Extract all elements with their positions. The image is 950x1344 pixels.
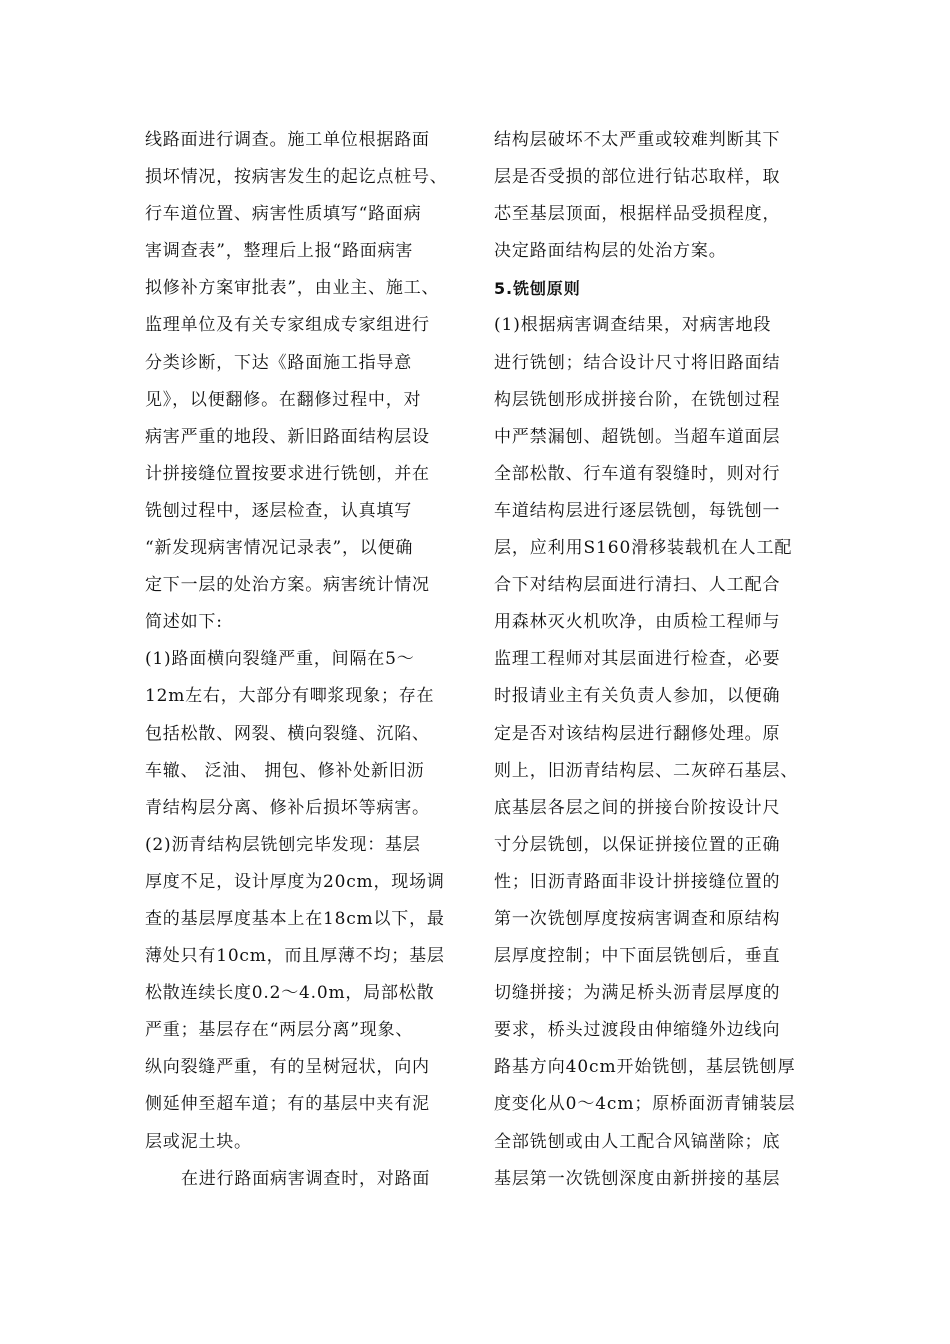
text-line: 寸分层铣刨，以保证拼接位置的正确: [494, 834, 781, 855]
text-line: 层厚度控制；中下面层铣刨后，垂直: [494, 946, 781, 967]
text-line: 层是否受损的部位进行钻芯取样，取: [494, 167, 781, 188]
text-line: 层，应利用S160滑移装载机在人工配: [494, 538, 793, 559]
text-line: 车辙、 泛油、 拥包、修补处新旧沥: [145, 760, 425, 781]
text-line: 监理单位及有关专家组成专家组进行: [145, 315, 430, 336]
text-line: 简述如下:: [145, 612, 223, 633]
text-line: 定是否对该结构层进行翻修处理。原: [494, 723, 781, 744]
text-line: 松散连续长度0.2～4.0m，局部松散: [145, 983, 435, 1004]
text-line: 切缝拼接；为满足桥头沥青层厚度的: [494, 983, 781, 1004]
text-line: 查的基层厚度基本上在18cm以下，最: [145, 908, 445, 929]
text-line: 芯至基层顶面，根据样品受损程度，: [494, 204, 781, 225]
text-line: 薄处只有10cm，而且厚薄不均；基层: [145, 946, 445, 967]
text-line: 度变化从0～4cm；原桥面沥青铺装层: [494, 1094, 796, 1115]
left-text-column: [145, 122, 470, 1198]
text-line: 监理工程师对其层面进行检查，必要: [494, 649, 781, 670]
text-line: 分类诊断，下达《路面施工指导意: [145, 352, 412, 373]
text-line: 拟修补方案审批表”，由业主、施工、: [145, 278, 440, 299]
text-line: 定下一层的处治方案。病害统计情况: [145, 575, 430, 596]
text-line: 包括松散、网裂、横向裂缝、沉陷、: [145, 723, 430, 744]
text-line: 结构层破坏不太严重或较难判断其下: [494, 130, 781, 150]
text-line: 厚度不足，设计厚度为20cm，现场调: [145, 871, 445, 892]
paragraph-start-line: 在进行路面病害调查时，对路面: [181, 1168, 431, 1189]
text-line: “新发现病害情况记录表”，以便确: [145, 538, 414, 559]
text-line: 病害严重的地段、新旧路面结构层设: [145, 426, 430, 447]
text-line: 合下对结构层面进行清扫、人工配合: [494, 575, 781, 596]
text-line: 路基方向40cm开始铣刨，基层铣刨厚: [494, 1057, 796, 1078]
text-line: 计拼接缝位置按要求进行铣刨，并在: [145, 463, 430, 484]
text-line: 铣刨过程中，逐层检查，认真填写: [145, 500, 412, 521]
text-line: 进行铣刨；结合设计尺寸将旧路面结: [494, 352, 781, 373]
text-line: 用森林灭火机吹净，由质检工程师与: [494, 612, 781, 633]
text-line: 决定路面结构层的处治方案。: [494, 241, 727, 262]
text-line: 时报请业主有关负责人参加，以便确: [494, 686, 781, 707]
list-item-1-line: (1)路面横向裂缝严重，间隔在5～: [145, 649, 415, 670]
text-line: 层或泥土块。: [145, 1131, 252, 1152]
text-line: 性；旧沥青路面非设计拼接缝位置的: [494, 871, 781, 892]
text-line: 损坏情况，按病害发生的起讫点桩号、: [145, 167, 448, 188]
text-line: 第一次铣刨厚度按病害调查和原结构: [494, 908, 781, 929]
text-line: 要求，桥头过渡段由伸缩缝外边线向: [494, 1020, 781, 1041]
text-line: 基层第一次铣刨深度由新拼接的基层: [494, 1168, 781, 1189]
text-line: 害调查表”，整理后上报“路面病害: [145, 241, 414, 262]
right-text-column: [494, 122, 824, 1198]
text-line: 全部松散、行车道有裂缝时，则对行: [494, 463, 781, 484]
text-line: 构层铣刨形成拼接台阶，在铣刨过程: [494, 389, 781, 410]
list-item-1-line: (1)根据病害调查结果，对病害地段: [494, 315, 772, 336]
text-line: 青结构层分离、修补后损坏等病害。: [145, 797, 430, 818]
text-line: 底基层各层之间的拼接台阶按设计尺: [494, 797, 781, 818]
text-line: 中严禁漏刨、超铣刨。当超车道面层: [494, 426, 781, 447]
text-line: 车道结构层进行逐层铣刨，每铣刨一: [494, 500, 781, 521]
section-heading: 5.铣刨原则: [494, 279, 581, 299]
list-item-2-line: (2)沥青结构层铣刨完毕发现：基层: [145, 834, 421, 855]
text-line: 全部铣刨或由人工配合风镐凿除；底: [494, 1131, 781, 1152]
text-line: 纵向裂缝严重，有的呈树冠状，向内: [145, 1057, 430, 1078]
text-line: 则上，旧沥青结构层、二灰碎石基层、: [494, 760, 799, 781]
text-line: 严重；基层存在“两层分离”现象、: [145, 1020, 414, 1041]
text-line: 12m左右，大部分有唧浆现象；存在: [145, 686, 435, 707]
text-line: 侧延伸至超车道；有的基层中夹有泥: [145, 1094, 430, 1115]
text-line: 行车道位置、病害性质填写“路面病: [145, 204, 422, 225]
text-line: 线路面进行调查。施工单位根据路面: [145, 130, 430, 150]
text-line: 见》，以便翻修。在翻修过程中，对: [145, 389, 422, 410]
